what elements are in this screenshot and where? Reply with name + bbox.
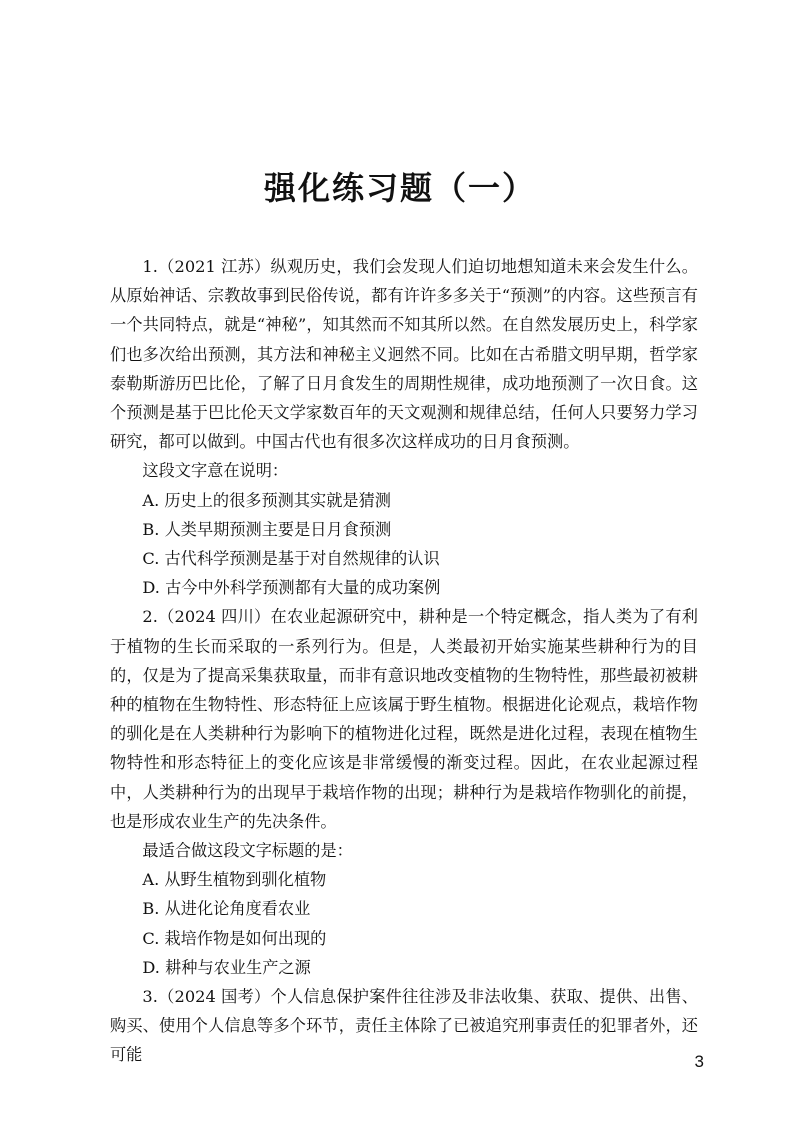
question-1-option-c: C. 古代科学预测是基于对自然规律的认识: [142, 549, 440, 569]
question-2-option-a: A. 从野生植物到驯化植物: [142, 870, 327, 890]
question-2-option-b: B. 从进化论角度看农业: [142, 899, 311, 919]
question-2-stem: 2.（2024 四川）在农业起源研究中，耕种是一个特定概念，指人类为了有利于植物的生长而采取的一系列行为。但是，人类最初开始实施某些耕种行为的目的，仅是为了提高采集获取量，而非有意识地改变植物的生物特性，那些最初被耕种的植物在生物特性、形态特征上应该属于野生植物。根据进化论观点，栽培作物的驯化是在人类耕种行为影响下的植物进化过程，既然是进化过程，表现在植物生物特性和形态特征上的变化应该是非常缓慢的渐变过程。因此，在农业起源过程中，人类耕种行为的出现早于栽培作物的出现；耕种行为是栽培作物驯化的前提，也是形成农业生产的先决条件。: [110, 607, 698, 831]
question-2-option-d: D. 耕种与农业生产之源: [142, 957, 311, 977]
page-title: 强化练习题（一）: [263, 169, 536, 207]
question-list: [110, 252, 698, 1070]
question-1-stem: 1.（2021 江苏）纵观历史，我们会发现人们迫切地想知道未来会发生什么。从原始神话、宗教故事到民俗传说，都有许许多多关于“预测”的内容。这些预言有一个共同特点，就是“神秘”，知其然而不知其所以然。在自然发展历史上，科学家们也多次给出预测，其方法和神秘主义迥然不同。比如在古希腊文明早期，哲学家泰勒斯游历巴比伦，了解了日月食发生的周期性规律，成功地预测了一次日食。这个预测是基于巴比伦天文学家数百年的天文观测和规律总结，任何人只要努力学习研究，都可以做到。中国古代也有很多次这样成功的日月食预测。: [110, 257, 698, 452]
question-1-prompt: 这段文字意在说明：: [142, 461, 289, 481]
question-3-stem: 3.（2024 国考）个人信息保护案件往往涉及非法收集、获取、提供、出售、购买、使用个人信息等多个环节，责任主体除了已被追究刑事责任的犯罪者外，还可能: [110, 987, 698, 1065]
page-number: 3: [694, 1052, 704, 1071]
question-1-option-b: B. 人类早期预测主要是日月食预测: [142, 519, 392, 539]
question-2-prompt: 最适合做这段文字标题的是：: [142, 841, 353, 861]
question-2-option-c: C. 栽培作物是如何出现的: [142, 928, 327, 948]
question-1-option-d: D. 古今中外科学预测都有大量的成功案例: [142, 578, 441, 598]
question-1-option-a: A. 历史上的很多预测其实就是猜测: [142, 490, 391, 510]
